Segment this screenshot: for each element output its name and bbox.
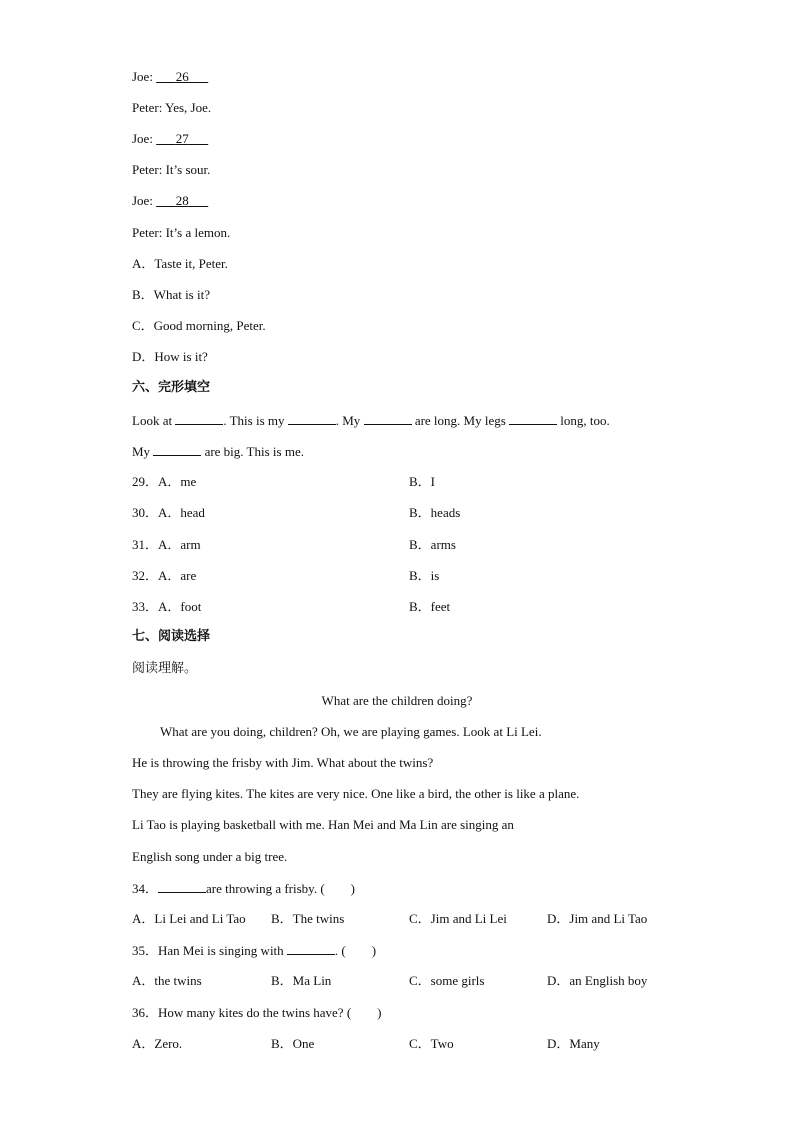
cloze-option-b: B．feet <box>409 599 451 614</box>
speaker: Joe: <box>132 131 153 146</box>
cloze-paragraph-line: Look at . This is my . My are long. My legs long, too. <box>132 413 610 428</box>
cloze-blank <box>288 412 336 425</box>
cloze-option-b: B．heads <box>409 505 461 520</box>
passage-title: What are the children doing? <box>321 693 473 708</box>
section-intro: 阅读理解。 <box>132 661 198 676</box>
speaker: Peter: <box>132 100 163 115</box>
cloze-question: 32．A．are <box>132 568 197 583</box>
speaker: Joe: <box>132 193 153 208</box>
cloze-blank <box>153 443 201 456</box>
question-35: 35．Han Mei is singing with . ( ) <box>132 943 377 958</box>
question-36: 36．How many kites do the twins have? ( ) <box>132 1005 382 1020</box>
q35-option-d: D．an English boy <box>547 973 648 988</box>
q34-option-a: A．Li Lei and Li Tao <box>132 911 246 926</box>
answer-blank: 26 <box>175 69 189 84</box>
cloze-question: 30．A．head <box>132 505 205 520</box>
cloze-option-b: B．I <box>409 474 436 489</box>
q35-option-b: B．Ma Lin <box>271 973 332 988</box>
q35-option-c: C．some girls <box>409 973 485 988</box>
dialogue-line <box>132 100 211 116</box>
section-heading: 七、阅读选择 <box>132 629 211 644</box>
passage-line: They are flying kites. The kites are very nice. One like a bird, the other is like a plane. <box>132 786 580 801</box>
q36-option-c: C．Two <box>409 1036 454 1051</box>
passage-line: What are you doing, children? Oh, we are playing games. Look at Li Lei. <box>160 724 542 739</box>
cloze-blank <box>175 412 223 425</box>
answer-blank <box>158 880 206 893</box>
cloze-blank <box>364 412 412 425</box>
speaker: Peter: <box>132 162 163 177</box>
answer-blank <box>287 942 335 955</box>
speaker: Joe: <box>132 69 153 84</box>
line-text: It’s sour. <box>165 162 211 177</box>
cloze-blank <box>509 412 557 425</box>
line-text: It’s a lemon. <box>165 225 231 240</box>
q34-option-d: D．Jim and Li Tao <box>547 911 648 926</box>
cloze-question: 33．A．foot <box>132 599 202 614</box>
passage-line: He is throwing the frisby with Jim. What about the twins? <box>132 755 434 770</box>
q34-option-b: B．The twins <box>271 911 345 926</box>
question-34: 34． are throwing a frisby. ( ) <box>132 881 355 896</box>
speaker: Peter: <box>132 225 163 240</box>
q35-option-a: A．the twins <box>132 973 202 988</box>
cloze-question: 31．A．arm <box>132 537 201 552</box>
q34-option-c: C．Jim and Li Lei <box>409 911 507 926</box>
line-text: Yes, Joe. <box>165 100 212 115</box>
dialogue-line <box>132 162 210 178</box>
passage-line: English song under a big tree. <box>132 849 288 864</box>
dialogue-line <box>132 131 208 147</box>
option-a: A．Taste it, Peter. <box>132 256 228 271</box>
cloze-option-b: B．arms <box>409 537 456 552</box>
answer-blank: 28 <box>175 193 189 208</box>
dialogue-line <box>132 193 208 209</box>
section-heading: 六、完形填空 <box>132 380 211 395</box>
q36-option-b: B．One <box>271 1036 315 1051</box>
answer-blank: 27 <box>175 131 189 146</box>
dialogue-line <box>132 225 230 241</box>
cloze-paragraph-line: My are big. This is me. <box>132 444 304 459</box>
option-b: B．What is it? <box>132 287 210 302</box>
q36-option-d: D．Many <box>547 1036 600 1051</box>
cloze-question: 29．A．me <box>132 474 197 489</box>
cloze-option-b: B．is <box>409 568 440 583</box>
option-c: C．Good morning, Peter. <box>132 318 266 333</box>
q36-option-a: A．Zero. <box>132 1036 183 1051</box>
dialogue-line <box>132 69 208 85</box>
option-d: D．How is it? <box>132 349 208 364</box>
passage-line: Li Tao is playing basketball with me. Han Mei and Ma Lin are singing an <box>132 817 514 832</box>
